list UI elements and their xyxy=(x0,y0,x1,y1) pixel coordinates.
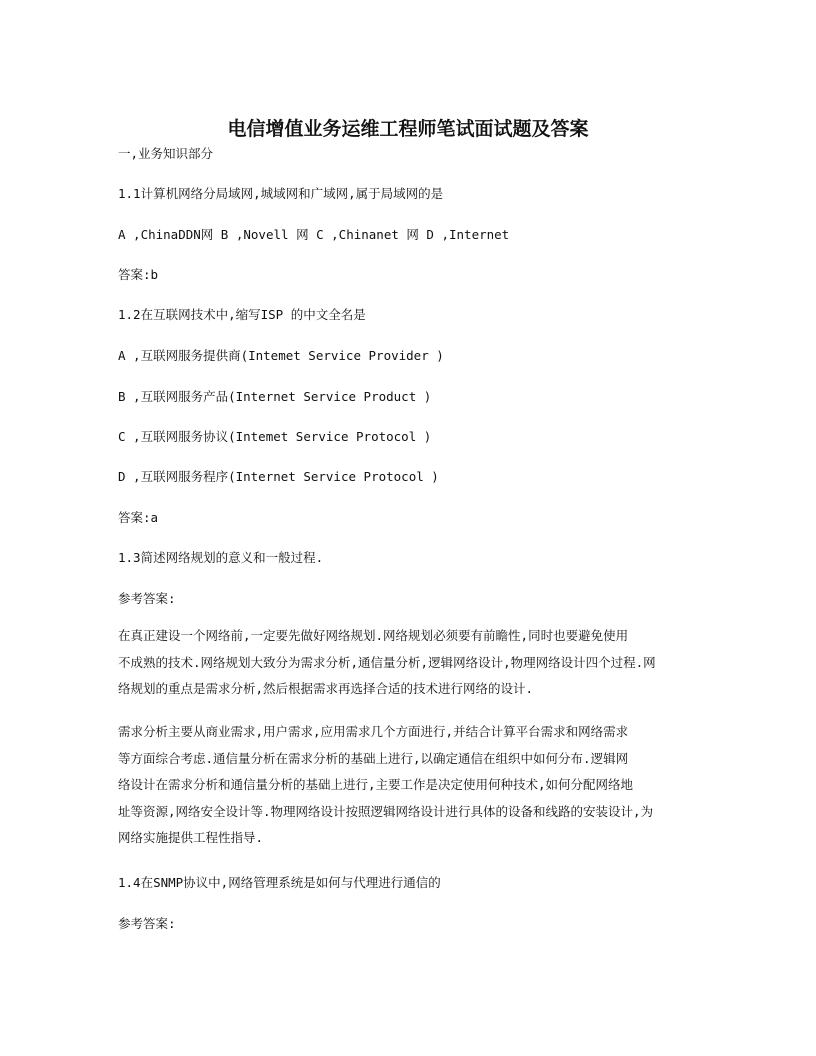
question-1-1-answer: 答案:b xyxy=(118,267,159,282)
answer-paragraph-1 xyxy=(118,623,718,703)
paragraph-line: 网络实施提供工程性指导. xyxy=(118,830,264,845)
paragraph-line: 等方面综合考虑.通信量分析在需求分析的基础上进行,以确定通信在组织中如何分布.逻辑网 xyxy=(118,750,629,766)
paragraph-line: 在真正建设一个网络前,一定要先做好网络规划.网络规划必须要有前瞻性,同时也要避免使用 xyxy=(118,628,629,643)
question-1-1: 1.1计算机网络分局域网,城域网和广域网,属于局域网的是 xyxy=(118,186,444,201)
paragraph-line: 络设计在需求分析和通信量分析的基础上进行,主要工作是决定使用何种技术,如何分配网络地 xyxy=(118,777,634,792)
question-1-2-option-c: C ,互联网服务协议(Intemet Service Protocol ) xyxy=(118,429,432,444)
question-1-4-reference-label: 参考答案: xyxy=(118,916,176,931)
question-1-2-option-b: B ,互联网服务产品(Internet Service Product ) xyxy=(118,389,432,404)
answer-paragraph-2 xyxy=(118,719,718,852)
paragraph-line: 址等资源,网络安全设计等.物理网络设计按照逻辑网络设计进行具体的设备和线路的安装设计,为 xyxy=(118,803,654,819)
question-1-1-options: A ,ChinaDDN网 B ,Novell 网 C ,Chinanet 网 D ,Internet xyxy=(118,227,510,242)
paragraph-line: 需求分析主要从商业需求,用户需求,应用需求几个方面进行,并结合计算平台需求和网络需求 xyxy=(118,724,629,739)
question-1-2-answer: 答案:a xyxy=(118,510,159,525)
paragraph-line: 不成熟的技术.网络规划大致分为需求分析,通信量分析,逻辑网络设计,物理网络设计四个过程.网 xyxy=(118,654,656,670)
question-1-2-option-d: D ,互联网服务程序(Internet Service Protocol ) xyxy=(118,469,439,484)
question-1-3-reference-label: 参考答案: xyxy=(118,591,176,606)
question-1-3: 1.3简述网络规划的意义和一般过程. xyxy=(118,550,324,565)
section-heading: 一,业务知识部分 xyxy=(118,146,214,161)
paragraph-line: 络规划的重点是需求分析,然后根据需求再选择合适的技术进行网络的设计. xyxy=(118,681,534,696)
question-1-2: 1.2在互联网技术中,缩写ISP 的中文全名是 xyxy=(118,307,366,322)
question-1-2-option-a: A ,互联网服务提供商(Intemet Service Provider ) xyxy=(118,348,444,363)
question-1-4: 1.4在SNMP协议中,网络管理系统是如何与代理进行通信的 xyxy=(118,875,441,890)
document-title: 电信增值业务运维工程师笔试面试题及答案 xyxy=(227,118,589,140)
